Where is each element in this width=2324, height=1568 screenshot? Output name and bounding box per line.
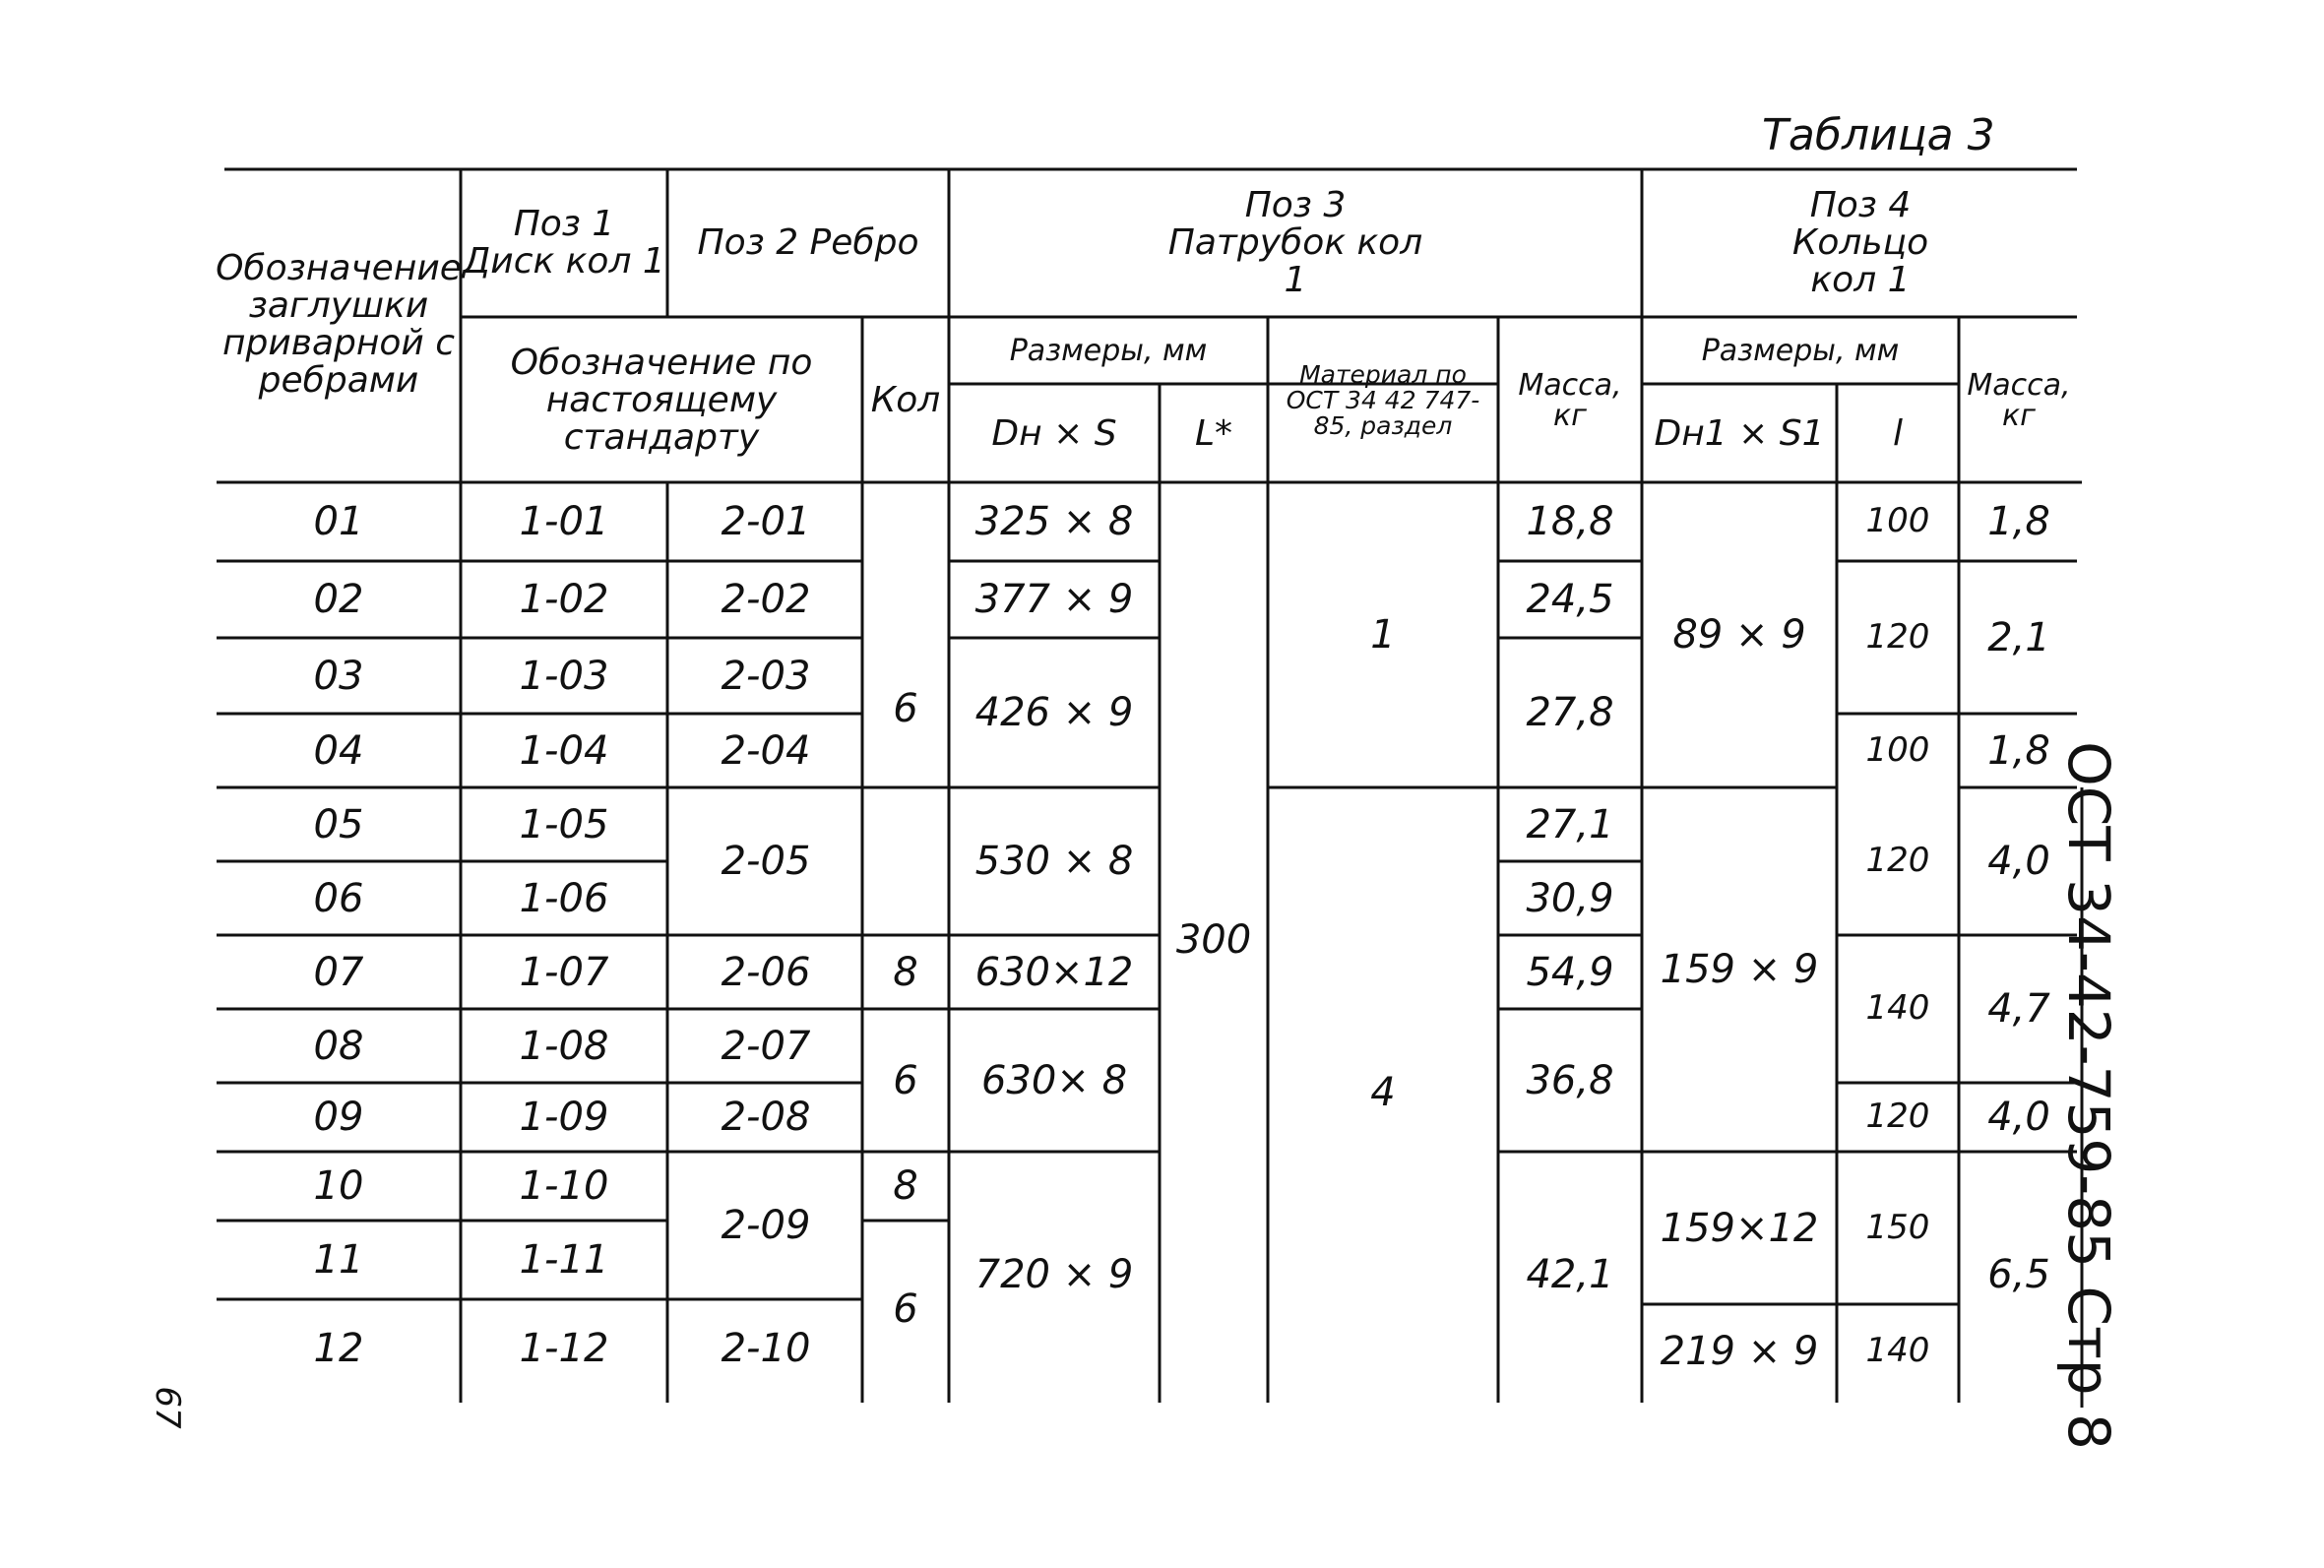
rib-cell: 2-08	[721, 1095, 811, 1140]
rib-cell: 2-05	[721, 839, 811, 884]
header-pos4-dims: Размеры, мм	[1701, 334, 1900, 369]
disk-cell: 1-09	[519, 1095, 609, 1140]
header-std-designation: Обозначение по настоящему стандарту	[510, 343, 813, 458]
designation-cell: 06	[313, 875, 364, 921]
disk-cell: 1-03	[519, 653, 609, 699]
disk-cell: 1-08	[519, 1023, 609, 1069]
header-pos3: Поз 3 Патрубок кол 1	[1167, 185, 1423, 300]
ring-l-cell: 120	[1865, 616, 1930, 657]
dn-s-cell: 530 × 8	[974, 839, 1134, 884]
designation-cell: 03	[313, 653, 364, 699]
disk-cell: 1-11	[519, 1237, 609, 1283]
mass-cell: 42,1	[1526, 1252, 1614, 1297]
dn-s-cell: 630× 8	[980, 1057, 1128, 1103]
mass-cell: 36,8	[1526, 1057, 1614, 1103]
qty-cell: 8	[893, 949, 918, 995]
mass-cell: 18,8	[1526, 499, 1614, 544]
header-pos2: Поз 2 Ребро	[697, 222, 919, 264]
mass-cell: 54,9	[1526, 949, 1614, 995]
designation-cell: 09	[313, 1095, 364, 1140]
disk-cell: 1-01	[519, 499, 609, 544]
ring-l-cell: 120	[1865, 841, 1930, 881]
header-pos4-mass: Масса, кг	[1967, 367, 2071, 433]
disk-cell: 1-05	[519, 801, 609, 847]
designation-cell: 01	[313, 499, 364, 544]
rib-cell: 2-10	[721, 1326, 811, 1371]
disk-cell: 1-06	[519, 875, 609, 921]
dn-s-cell: 377 × 9	[974, 577, 1134, 622]
designation-cell: 12	[313, 1326, 364, 1371]
header-pos1: Поз 1 Диск кол 1	[463, 204, 665, 282]
qty-cell: 6	[893, 1286, 918, 1332]
ring-l-cell: 120	[1865, 1097, 1930, 1137]
ring-mass-cell: 6,5	[1987, 1252, 2050, 1297]
header-dn-s: Dн × S	[991, 413, 1117, 455]
ring-size-cell: 219 × 9	[1660, 1328, 1819, 1374]
ring-size-cell: 159×12	[1660, 1205, 1819, 1251]
qty-cell: 6	[893, 686, 918, 731]
disk-cell: 1-10	[519, 1163, 609, 1209]
ring-size-cell: 159 × 9	[1660, 947, 1819, 992]
header-dn1-s1: Dн1 × S1	[1654, 413, 1825, 455]
disk-cell: 1-07	[519, 949, 609, 995]
rib-cell: 2-06	[721, 949, 811, 995]
mass-cell: 27,1	[1526, 801, 1614, 847]
rib-cell: 2-01	[721, 499, 811, 544]
disk-cell: 1-12	[519, 1326, 609, 1371]
header-l-star: L*	[1194, 413, 1233, 455]
standard-code-text: ОСТ 34-42-759-85 Стр 8	[2055, 741, 2122, 1450]
ring-l-cell: 140	[1865, 1330, 1930, 1370]
designation-cell: 07	[313, 949, 364, 995]
material-cell: 4	[1370, 1070, 1396, 1115]
table-title: Таблица 3	[1762, 110, 1995, 160]
ring-mass-cell: 4,0	[1987, 1095, 2050, 1140]
dn-s-cell: 325 × 8	[974, 499, 1134, 544]
ring-l-cell: 100	[1865, 729, 1930, 770]
designation-cell: 11	[313, 1237, 364, 1283]
header-mass: Масса, кг	[1518, 367, 1622, 433]
designation-cell: 02	[313, 577, 364, 622]
ring-mass-cell: 4,7	[1987, 986, 2050, 1032]
mass-cell: 24,5	[1526, 577, 1614, 622]
mass-cell: 30,9	[1526, 875, 1614, 921]
dn-s-cell: 720 × 9	[974, 1252, 1134, 1297]
header-designation: Обозначение заглушки приварной с ребрами	[216, 248, 462, 401]
ring-mass-cell: 1,8	[1987, 727, 2050, 774]
qty-cell: 6	[893, 1057, 918, 1103]
ring-l-cell: 140	[1865, 988, 1930, 1029]
ring-mass-cell: 1,8	[1987, 499, 2050, 544]
ring-mass-cell: 2,1	[1987, 614, 2050, 660]
designation-cell: 05	[313, 801, 364, 847]
designation-cell: 08	[313, 1023, 364, 1069]
dn-s-cell: 630×12	[974, 949, 1134, 995]
ring-l-cell: 150	[1865, 1207, 1930, 1247]
rib-cell: 2-07	[721, 1023, 811, 1069]
rib-cell: 2-02	[721, 577, 811, 622]
header-pos3-dims: Размеры, мм	[1009, 334, 1208, 369]
page-number	[138, 1378, 197, 1437]
designation-cell: 10	[313, 1163, 364, 1209]
disk-cell: 1-04	[519, 727, 609, 774]
rib-cell: 2-04	[721, 727, 811, 774]
header-qty: Кол	[870, 380, 941, 421]
rib-cell: 2-09	[721, 1203, 811, 1248]
designation-cell: 04	[313, 727, 364, 774]
l-star-cell: 300	[1175, 917, 1252, 963]
dn-s-cell: 426 × 9	[974, 690, 1134, 735]
header-l: l	[1892, 413, 1903, 455]
ring-l-cell: 100	[1865, 501, 1930, 541]
standard-code	[2055, 741, 2122, 1450]
page-number-text: 67	[148, 1386, 187, 1429]
rib-cell: 2-03	[721, 653, 811, 699]
header-pos4: Поз 4 Кольцо кол 1	[1791, 185, 1929, 300]
material-cell: 1	[1370, 612, 1396, 658]
ring-size-cell: 89 × 9	[1672, 612, 1806, 658]
mass-cell: 27,8	[1526, 690, 1614, 735]
header-material: Материал по ОСТ 34 42 747-85, раздел	[1286, 359, 1480, 441]
qty-cell: 8	[893, 1163, 918, 1209]
disk-cell: 1-02	[519, 577, 609, 622]
ring-mass-cell: 4,0	[1987, 839, 2050, 884]
